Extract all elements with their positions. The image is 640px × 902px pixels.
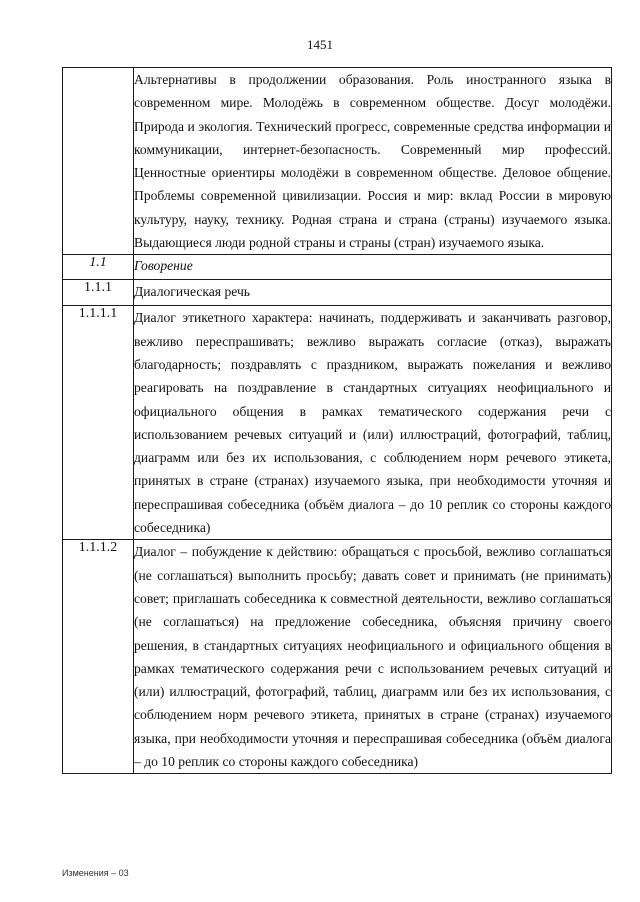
content-table [62, 67, 612, 774]
row-text: Диалог этикетного характера: начинать, поддерживать и заканчивать разговор, вежливо переспрашивать; вежливо выражать согласие (отказ), выражать благодарность; поздравлять с праздником, выражать пожелания и вежливо реагировать на поздравление в стандартных ситуациях неофициального и официального общения в рамках тематического содержания речи с использованием речевых ситуаций и (или) иллюстраций, фотографий, таблиц, диаграмм или без их использования, с соблюдением норм речевого этикета, принятых в стране (странах) изучаемого языка, при необходимости уточняя и переспрашивая собеседника (объём диалога – до 10 реплик со стороны каждого собеседника) [134, 306, 612, 540]
table-row [63, 255, 612, 280]
table-row [63, 68, 612, 255]
section-heading: Говорение [134, 255, 612, 280]
table-row [63, 540, 612, 774]
row-code: 1.1 [63, 255, 134, 280]
row-code: 1.1.1.1 [63, 306, 134, 540]
subsection-heading: Диалогическая речь [134, 280, 612, 306]
row-code: 1.1.1 [63, 280, 134, 306]
row-text: Альтернативы в продолжении образования. Роль иностранного языка в современном мире. Молодёжь в современном обществе. Досуг молодёжи. Природа и экология. Технический прогресс, современные средства информации и коммуникации, интернет-безопасность. Современный мир профессий. Ценностные ориентиры молодёжи в современном обществе. Деловое общение. Проблемы современной цивилизации. Россия и мир: вклад России в мировую культуру, науку, технику. Родная страна и страна (страны) изучаемого языка. Выдающиеся люди родной страны и страны (стран) изучаемого языка. [134, 68, 612, 255]
row-text: Диалог – побуждение к действию: обращаться с просьбой, вежливо соглашаться (не соглашаться) выполнить просьбу; давать совет и принимать (не принимать) совет; приглашать собеседника к совместной деятельности, вежливо соглашаться (не соглашаться) на предложение собеседника, объясняя причину своего решения, в стандартных ситуациях неофициального и официального общения в рамках тематического содержания речи с использованием речевых ситуаций и (или) иллюстраций, фотографий, таблиц, диаграмм или без их использования, с соблюдением норм речевого этикета, принятых в стране (странах) изучаемого языка, при необходимости уточняя и переспрашивая собеседника (объём диалога – до 10 реплик со стороны каждого собеседника) [134, 540, 612, 774]
row-code: 1.1.1.2 [63, 540, 134, 774]
footer-revision: Изменения – 03 [62, 868, 129, 878]
row-code [63, 68, 134, 255]
page-number: 1451 [307, 37, 333, 52]
table-row [63, 280, 612, 306]
table-row [63, 306, 612, 540]
